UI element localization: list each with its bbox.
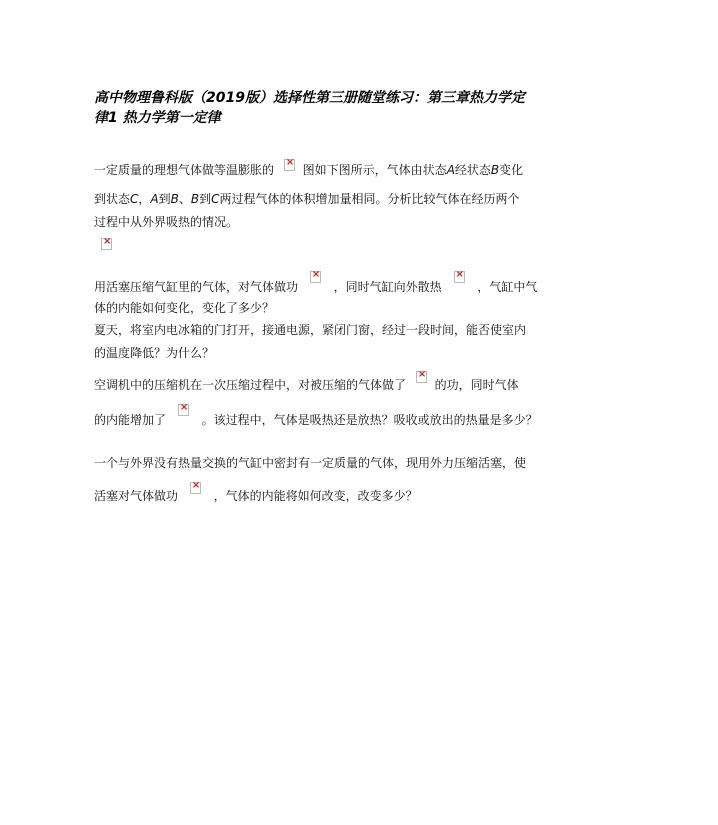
q1-text: 两过程气体的体积增加量相同。分析比较气体在经历两个 — [219, 192, 520, 206]
q1-line-3: 过程中从外界吸热的情况。 — [94, 215, 239, 229]
broken-image-icon — [416, 371, 427, 383]
q1-text: ， — [138, 192, 151, 206]
q1-text: 到状态 — [94, 192, 131, 206]
q4-text: 的功，同时气体 — [434, 378, 519, 392]
q1-text: 图如下图所示，气体由状态 — [302, 163, 447, 177]
q4-line-2 — [94, 412, 538, 428]
broken-image-icon — [284, 159, 295, 171]
q2-text: ，气缸中气 — [477, 280, 538, 294]
q1-figure — [101, 238, 112, 254]
variable: A — [446, 163, 455, 177]
broken-image-icon — [101, 238, 112, 250]
variable: B — [190, 192, 200, 206]
q1-text: 到 — [158, 192, 171, 206]
q1-text: 变化 — [499, 163, 524, 177]
q3-line-1: 夏天，将室内电冰箱的门打开，接通电源，紧闭门窗，经过一段时间，能否使室内 — [94, 323, 527, 337]
q3-line-2: 的温度降低？为什么？ — [94, 346, 215, 360]
q1-text: 经状态 — [454, 163, 491, 177]
q4-line-1 — [94, 377, 519, 393]
page-title — [94, 88, 564, 128]
variable: C — [211, 192, 220, 206]
broken-image-icon — [178, 404, 189, 416]
q4-text: 。该过程中，气体是吸热还是放热？吸收或放出的热量是多少？ — [201, 413, 538, 427]
title-line-2: 律1 热力学第一定律 — [94, 110, 221, 126]
broken-image-icon — [190, 482, 201, 494]
variable: C — [130, 192, 139, 206]
q5-line-2 — [94, 488, 418, 504]
variable: B — [490, 163, 500, 177]
q2-line-2: 体的内能如何变化，变化了多少？ — [94, 301, 275, 315]
q5-text: ，气体的内能将如何改变，改变多少？ — [213, 489, 418, 503]
broken-image-icon — [310, 271, 321, 283]
q2-line-1 — [94, 279, 537, 295]
q5-line-1: 一个与外界没有热量交换的气缸中密封有一定质量的气体，现用外力压缩活塞，使 — [94, 456, 527, 470]
q1-text: 、 — [178, 192, 191, 206]
q2-text: 用活塞压缩气缸里的气体，对气体做功 — [94, 280, 299, 294]
title-line-1: 高中物理鲁科版（2019版）选择性第三册随堂练习：第三章热力学定 — [94, 90, 525, 106]
variable: B — [170, 192, 179, 206]
q5-text: 活塞对气体做功 — [94, 489, 179, 503]
q1-line-2 — [94, 191, 520, 207]
q4-text: 空调机中的压缩机在一次压缩过程中，对被压缩的气体做了 — [94, 378, 407, 392]
broken-image-icon — [454, 271, 465, 283]
q1-text: 一定质量的理想气体做等温膨胀的 — [94, 163, 275, 177]
variable: A — [150, 192, 159, 206]
q2-text: ，同时气缸向外散热 — [333, 280, 442, 294]
q4-text: 的内能增加了 — [94, 413, 167, 427]
q1-line-1 — [94, 162, 523, 178]
q1-text: 到 — [199, 192, 212, 206]
